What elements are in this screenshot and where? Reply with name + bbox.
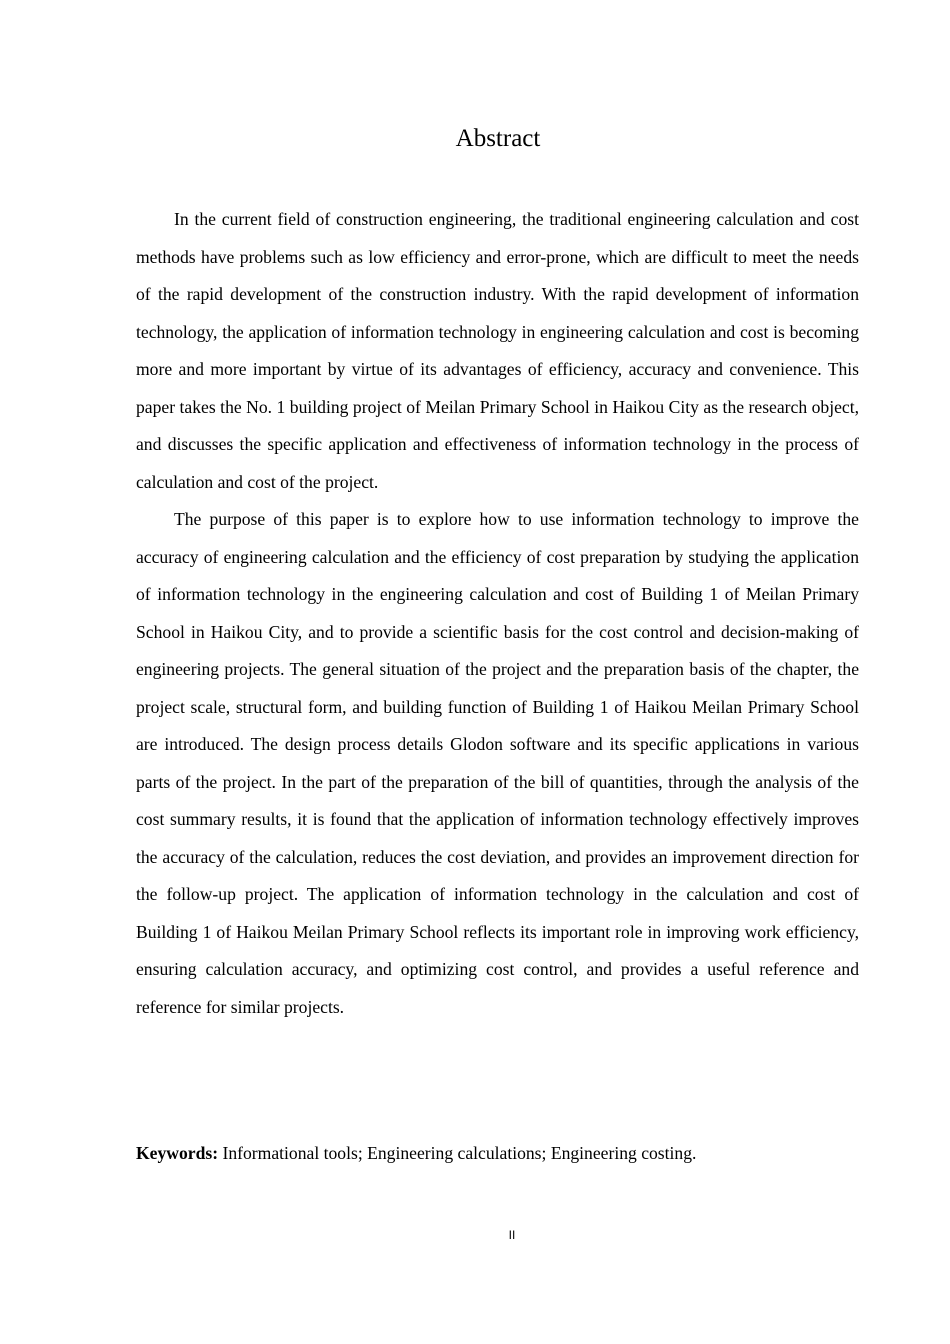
keywords-label: Keywords: xyxy=(136,1143,219,1163)
abstract-body xyxy=(136,201,859,1026)
abstract-paragraph-1: In the current field of construction engineering, the traditional engineering calculation and cost methods have problems such as low efficiency and error-prone, which are difficult to meet the needs of the rapid development of the construction industry. With the rapid development of information technology, the application of information technology in engineering calculation and cost is becoming more and more important by virtue of its advantages of efficiency, accuracy and convenience. This paper takes the No. 1 building project of Meilan Primary School in Haikou City as the research object, and discusses the specific application and effectiveness of information technology in the process of calculation and cost of the project. xyxy=(136,209,859,492)
page-number: II xyxy=(508,1228,516,1242)
abstract-paragraph-2: The purpose of this paper is to explore how to use information technology to improve the accuracy of engineering calculation and the efficiency of cost preparation by studying the application of information technology in the engineering calculation and cost of Building 1 of Meilan Primary School in Haikou City, and to provide a scientific basis for the cost control and decision-making of engineering projects. The general situation of the project and the preparation basis of the chapter, the project scale, structural form, and building function of Building 1 of Haikou Meilan Primary School are introduced. The design process details Glodon software and its specific applications in various parts of the project. In the part of the preparation of the bill of quantities, through the analysis of the cost summary results, it is found that the application of information technology effectively improves the accuracy of the calculation, reduces the cost deviation, and provides an improvement direction for the follow-up project. The application of information technology in the calculation and cost of Building 1 of Haikou Meilan Primary School reflects its important role in improving work efficiency, ensuring calculation accuracy, and optimizing cost control, and provides a useful reference and reference for similar projects. xyxy=(136,509,859,1017)
keywords-list: Informational tools; Engineering calculations; Engineering costing. xyxy=(218,1143,697,1163)
keywords-line xyxy=(136,1136,859,1170)
abstract-title: Abstract xyxy=(455,125,541,152)
